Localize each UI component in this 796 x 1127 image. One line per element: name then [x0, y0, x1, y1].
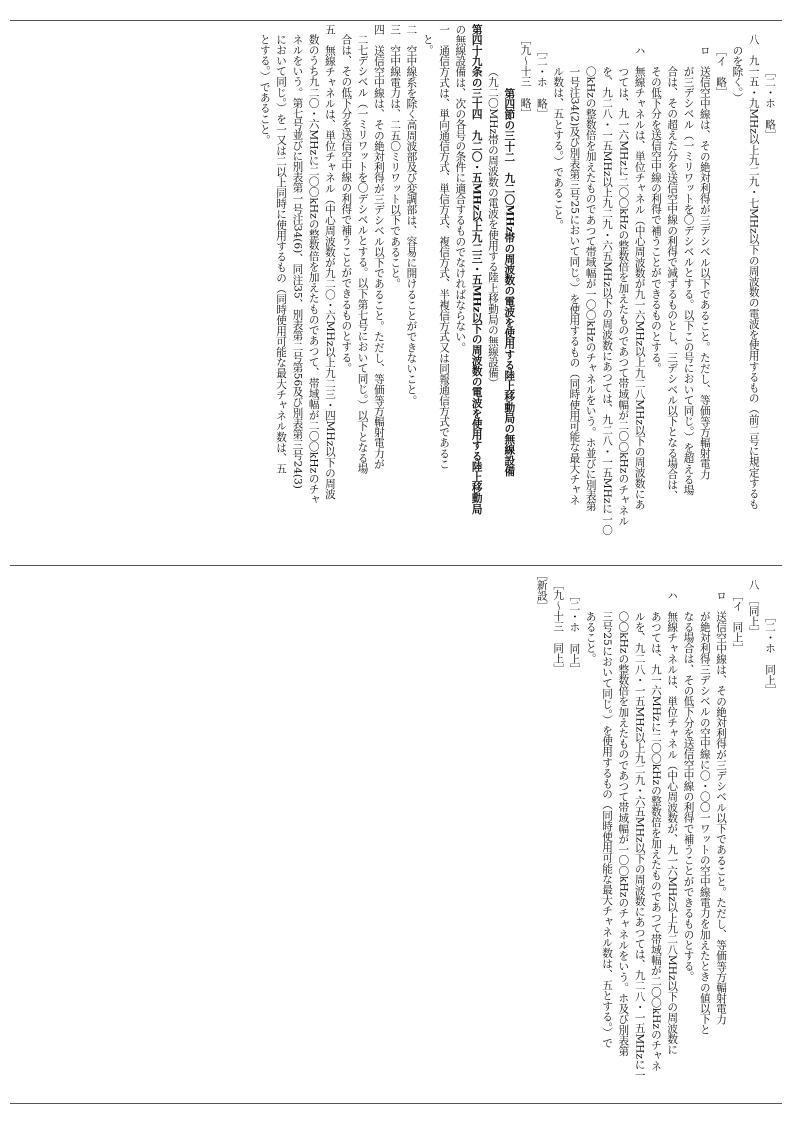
old-text-line: において同じ。）を一又は二以上同時に使用するもの（同時使用可能な最大チャネル数は、五	[275, 34, 288, 474]
new-text-line: 〇〇kHzの整数倍を加えたものであつて帯域幅が一〇〇kHzのチャネルをいう。ホ及び別表第	[617, 611, 630, 1057]
old-text-line: 二七デシベル（一ミリワットを〇デシベルとする。以下第七号において同じ。）以下となる場	[356, 34, 369, 474]
old-text-line: ［二・ホ 略］	[764, 66, 776, 141]
old-text-line: 四 送信空中線は、その絶対利得が三デシベル以下であること。ただし、等価等方輻射電力が	[372, 24, 385, 470]
old-text-line: 八 九一五・九MHz以上九二九・七MHz以下の周波数の電波を使用するもの（前二号に規定するも	[747, 34, 760, 510]
old-text-line: を、九二八・一五MHz以上九二九・六五MHz以下の周波数にあつては、九二八・一五MHzに一〇	[601, 66, 614, 536]
new-text-line: ［二・ホ 同上］	[764, 611, 776, 696]
new-text-line: 三号25において同じ。）を使用するもの（同時使用可能な最大チャネル数は、五とする。）で	[601, 611, 614, 1049]
middle-rule	[10, 565, 782, 566]
old-text-line: ハ 無線チャネルは、単位チャネル（中心周波数が九一六MHz以上九二八MHz以下の周波数にあ	[633, 45, 646, 510]
old-text-line: その低下分を送信空中線の利得で補うことができるものとする。	[649, 66, 662, 374]
old-text-line: 一号注34(2)及び別表第三号25において同じ。）を使用するもの（同時使用可能な最大チャネ	[568, 66, 581, 506]
old-text-line: 五 無線チャネルは、単位チャネル（中心周波数が九二〇・六MHz以上九二三・四MHz以下の周波	[323, 24, 336, 500]
new-text-line: ［イ 同上］	[731, 590, 744, 654]
old-text-line: つては、九一六MHzに二〇〇kHzの整数倍を加えたものであつて帯域幅が二〇〇kHzのチャネル	[617, 66, 630, 527]
old-text-panel	[14, 24, 778, 562]
new-text-line: ハ 無線チャネルは、単位チャネル（中心周波数が、九一六MHz以上九二八MHz以下の周波数に	[666, 590, 679, 1055]
old-text-line: とする。）であること。	[258, 34, 271, 146]
top-rule	[10, 20, 782, 21]
old-text-line: ［二・ホ 略］	[535, 45, 548, 120]
new-text-line: あること。	[584, 611, 597, 664]
new-text-line: なる場合は、その低下分を送信空中線の利得で補うことができるものとする。	[682, 611, 695, 982]
new-text-line: ［九～十三 同上］	[552, 579, 565, 675]
old-text-line: 三 空中線電力は、二五〇ミリワット以下であること。	[389, 24, 402, 289]
old-text-line: （九二〇MHz帯の周波数の電波を使用する陸上移動局の無線設備）	[486, 66, 499, 389]
new-text-line: ルを、九二八・一五MHz以上九二九・六五MHz以下の周波数にあつては、九二八・一五MHzに一	[633, 611, 646, 1081]
old-text-line: のを除く。）	[731, 45, 744, 104]
old-text-line: 第四節の三十二 九二〇MHz帯の周波数の電波を使用する陸上移動局の無線設備	[503, 88, 516, 477]
old-text-line: が三デシベル（一ミリワットを〇デシベルとする。以下この号において同じ。）を超える場	[682, 66, 695, 496]
old-text-line: の無線設備は、次の各号の条件に適合するものでなければならない。	[454, 24, 467, 353]
old-text-line: 一 通信方式は、単向通信方式、単信方式、複信方式、半複信方式又は同報通信方式であるこ	[438, 24, 451, 470]
new-text-line: 八 ［同上］	[747, 579, 760, 638]
old-text-line: 合は、その低下分を送信空中線の利得で補うことができるものとする。	[340, 34, 353, 374]
new-text-panel	[14, 569, 778, 1099]
old-text-line: 二 空中線系を除く高周波部及び変調部は、容易に開けることができないこと。	[405, 24, 418, 406]
old-text-line: 第四十九条の三十四 九二〇・五MHz以上九二三・五MHz以下の周波数の電波を使用する陸上移動局	[470, 24, 483, 515]
new-text-line: ［二・ホ 同上］	[568, 590, 581, 675]
new-text-line: ［新設］	[535, 569, 548, 612]
old-text-line: と。	[421, 34, 434, 56]
old-text-line: 合は、その超えた分を送信空中線の利得で減ずるものとし、三デシベル以下となる場合は、	[666, 66, 679, 501]
new-text-line: が絶対利得三デシベルの空中線に〇・〇〇一ワットの空中線電力を加えたときの値以下と	[698, 611, 711, 1035]
old-text-line: ［九～十三 略］	[519, 34, 532, 119]
bottom-rule	[10, 1103, 782, 1104]
old-text-line: 数のうち九二〇・六MHzに二〇〇kHzの整数倍を加えたものであつて、帯域幅が二〇〇kHzのチャ	[307, 34, 320, 505]
old-text-line: ル数は、五とする。）であること。	[552, 66, 565, 231]
new-text-line: あつては、九一六MHzに二〇〇kHzの整数倍を加えたものであつて帯域幅が二〇〇kHzのチャネ	[649, 611, 662, 1072]
old-text-line: ロ 送信空中線は、その絶対利得が三デシベル以下であること。ただし、等価等方輻射電力	[698, 45, 711, 480]
new-text-line: ロ 送信空中線は、その絶対利得が三デシベル以下であること。ただし、等価等方輻射電力	[715, 590, 728, 1025]
old-text-line: ［イ 略］	[715, 45, 728, 98]
old-text-line: ネルをいう。第七号並びに別表第一号注34(6)、同注35、別表第二号第56及び別表第三号24(3)	[291, 34, 304, 489]
old-text-line: 〇kHzの整数倍を加えたものであつて帯域幅が一〇〇kHzのチャネルをいう。ホ並びに別表第	[584, 66, 597, 512]
